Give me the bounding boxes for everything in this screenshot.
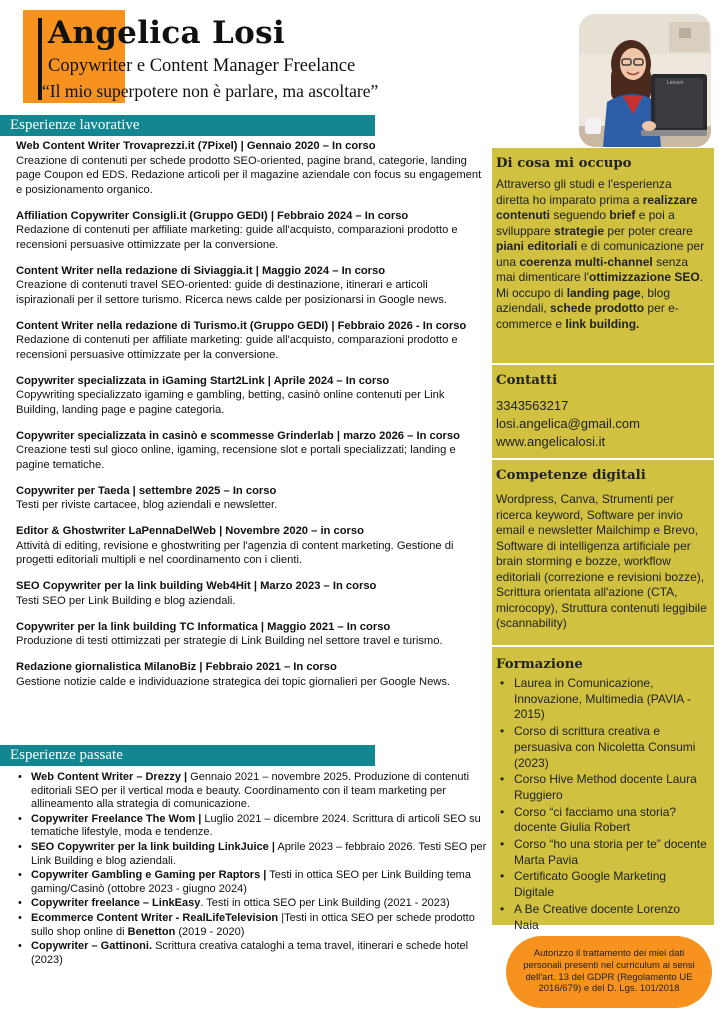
education-item: • A Be Creative docente Lorenzo Naia xyxy=(500,902,708,933)
experience-description: Redazione di contenuti per affiliate marketing: guide all'acquisto, comparazioni prodotto e recensioni persuasive ottimizzate per la conversione. xyxy=(16,334,458,361)
experience-entry xyxy=(16,620,486,649)
about-text-part: . Mi occupo di xyxy=(496,270,704,300)
experience-description: Testi SEO per Link Building e blog aziendali. xyxy=(16,594,236,607)
past-experience-description: Scrittura creativa cataloghi a tema travel, itinerari e schede hotel (2023) xyxy=(31,940,469,966)
past-experience-title: Copywriter Freelance The Wom | xyxy=(31,812,202,825)
candidate-motto: “Il mio superpotere non è parlare, ma ascoltare” xyxy=(42,81,379,101)
about-text-part: per poter creare xyxy=(604,223,693,238)
experience-entry xyxy=(16,319,486,363)
past-experience-title: Copywriter Gambling e Gaming per Raptors | xyxy=(31,869,267,882)
about-text-part: seguendo xyxy=(550,208,610,222)
past-experience-description: |Testi in ottica SEO per schede prodotto sullo shop online di xyxy=(31,911,475,938)
past-experience-description: Luglio 2021 – dicembre 2024. Scrittura di articoli SEO su tematiche lifestyle, moda e tendenze. xyxy=(31,812,481,839)
past-experience-item xyxy=(18,813,488,840)
candidate-name: Angelica Losi xyxy=(48,15,285,51)
experience-title: Copywriter specializzata in casinò e scommesse Grinderlab | marzo 2026 – In corso xyxy=(16,429,460,442)
education-item: • Corso “ho una storia per te” docente Marta Pavia xyxy=(500,837,708,868)
past-experience-list xyxy=(18,771,488,968)
experience-entry xyxy=(16,579,486,608)
experience-description: Creazione di contenuti travel SEO-oriented: guide di destinazione, itinerari e articoli ispirazionali per il settore turismo. Ricerca news calde per posizionarsi in Google news. xyxy=(16,279,447,306)
education-title: Formazione xyxy=(496,657,583,672)
experience-title: Copywriter specializzata in iGaming Start2Link | Aprile 2024 – In corso xyxy=(16,374,390,387)
gdpr-consent-note: Autorizzo il trattamento dei miei dati personali presenti nel curriculum ai sensi dell'art. 13 del GDPR (Regolamento UE 2016/679) e del D. Lgs. 101/2018 xyxy=(506,936,712,1008)
section-past-experience: Esperienze passate xyxy=(0,745,375,766)
about-panel xyxy=(492,148,714,363)
past-experience-item xyxy=(18,897,488,911)
education-item: • Laurea in Comunicazione, Innovazione, Multimedia (PAVIA - 2015) xyxy=(500,676,708,723)
education-panel xyxy=(492,647,714,932)
past-experience-description: Gennaio 2021 – novembre 2025. Produzione di contenuti editoriali SEO per il vertical moda e beauty. Coordinamento con il team marketing per allineamento alla strategia di comunicazione. xyxy=(31,771,470,811)
experience-title: Affiliation Copywriter Consigli.it (Gruppo GEDI) | Febbraio 2024 – In corso xyxy=(16,209,409,222)
experience-title: Content Writer nella redazione di Siviaggia.it | Maggio 2024 – In corso xyxy=(16,264,386,277)
skills-panel xyxy=(492,460,714,645)
about-text-highlight: strategie xyxy=(554,223,605,238)
experience-description: Attività di editing, revisione e ghostwriting per l'agenzia di content marketing. Gestione di progetti editoriali multipli e nel coordinamento con i clienti. xyxy=(16,539,454,566)
experience-title: Content Writer nella redazione di Turismo.it (Gruppo GEDI) | Febbraio 2026 - In corso xyxy=(16,319,467,332)
education-item: • Corso di scrittura creativa e persuasiva con Nicoletta Consumi (2023) xyxy=(500,724,708,771)
contacts-title: Contatti xyxy=(496,373,558,388)
contact-website[interactable]: www.angelicalosi.it xyxy=(496,434,606,449)
past-experience-description: Aprile 2023 – febbraio 2026. Testi SEO per Link Building e blog aziendali. xyxy=(31,840,487,867)
about-text-part: , blog aziendali, xyxy=(496,285,671,315)
experience-title: Redazione giornalistica MilanoBiz | Febbraio 2021 – In corso xyxy=(16,661,337,673)
profile-photo xyxy=(579,14,711,147)
education-item: • Corso Hive Method docente Laura Ruggiero xyxy=(500,772,708,803)
about-text-part: Attraverso gli studi e l'esperienza diretta ho imparato prima a xyxy=(496,177,672,207)
section-work-experience: Esperienze lavorative xyxy=(0,115,375,136)
past-experience-title: Copywriter freelance – LinkEasy xyxy=(31,897,201,910)
skills-title: Competenze digitali xyxy=(496,468,646,483)
experience-entry xyxy=(16,429,486,473)
about-text-highlight: schede prodotto xyxy=(550,301,645,315)
past-experience-title: Ecommerce Content Writer - RealLifeTelevision xyxy=(31,911,279,924)
about-text-highlight: realizzare contenuti xyxy=(496,192,698,222)
experience-description: Testi per riviste cartacee, blog aziendali e newsletter. xyxy=(16,499,278,511)
experience-description: Produzione di testi ottimizzati per strategie di Link Building nel settore travel e turismo. xyxy=(16,635,443,647)
about-text-highlight: coerenza multi-channel xyxy=(519,254,653,269)
about-text-highlight: brief xyxy=(609,208,636,222)
about-text-part: e di comunicazione per una xyxy=(496,239,705,269)
experience-description: Gestione notizie calde e individuazione strategica dei topic giornalieri per Google News. xyxy=(16,675,451,688)
past-experience-item xyxy=(18,912,488,939)
about-text-part: senza mai dimenticare l' xyxy=(496,254,689,284)
experience-description: Creazione di contenuti per schede prodotto SEO-oriented, pagine brand, categorie, landing page Coupon ed EDS. Redazione articoli per il magazine aziendale con focus su engagement e posizionamento organico. xyxy=(16,154,482,196)
about-title: Di cosa mi occupo xyxy=(496,156,632,171)
experience-title: Web Content Writer Trovaprezzi.it (7Pixel) | Gennaio 2020 – In corso xyxy=(16,140,376,152)
about-text xyxy=(492,171,714,332)
past-experience-item xyxy=(18,869,488,896)
about-text-part: per e-commerce e xyxy=(496,301,679,331)
experience-entry xyxy=(16,374,486,418)
past-experience-item xyxy=(18,940,488,967)
past-experience-description: . Testi in ottica SEO per Link Building (2021 - 2023) xyxy=(200,897,450,910)
past-experience-brand: Benetton xyxy=(127,925,176,938)
experience-entry xyxy=(16,264,486,308)
experience-description: Redazione di contenuti per affiliate marketing: guide all'acquisto, comparazioni prodotto e recensioni persuasive ottimizzate per la conversione. xyxy=(16,224,458,251)
experience-entry xyxy=(16,139,486,197)
education-item: • Certificato Google Marketing Digitale xyxy=(500,869,708,900)
experience-title: Copywriter per Taeda | settembre 2025 – In corso xyxy=(16,484,277,497)
past-experience-dates: (2019 - 2020) xyxy=(175,925,245,938)
experience-entry xyxy=(16,484,486,513)
about-text-highlight: ottimizzazione SEO xyxy=(589,270,700,284)
contact-email[interactable]: losi.angelica@gmail.com xyxy=(496,416,640,431)
about-text-part: e poi a sviluppare xyxy=(496,208,675,238)
skills-text: Wordpress, Canva, Strumenti per ricerca keyword, Software per invio email e newsletter Mailchimp e Brevo, Software di intelligenza artificiale per brain storming e bozze, workflow editoriali (correzione e revisioni bozze), Scrittura orientata all'azione (CTA, microcopy), Struttura contenuti leggibile (scannability) xyxy=(496,492,707,630)
past-experience-item xyxy=(18,771,488,812)
past-experience-title: SEO Copywriter per la link building LinkJuice | xyxy=(31,840,275,853)
about-text-highlight: piani editoriali xyxy=(496,239,578,253)
experience-entry xyxy=(16,209,486,253)
work-experience-list xyxy=(16,139,486,701)
education-list xyxy=(492,672,714,933)
contacts-panel xyxy=(492,365,714,458)
past-experience-title: Web Content Writer – Drezzy | xyxy=(31,771,188,783)
experience-title: SEO Copywriter per la link building Web4Hit | Marzo 2023 – In corso xyxy=(16,580,377,592)
about-text-highlight: link building. xyxy=(565,316,640,331)
experience-title: Editor & Ghostwriter LaPennaDelWeb | Novembre 2020 – in corso xyxy=(16,525,364,537)
past-experience-title: Copywriter – Gattinoni. xyxy=(31,940,153,953)
experience-title: Copywriter per la link building TC Informatica | Maggio 2021 – In corso xyxy=(16,620,391,633)
experience-description: Creazione testi sul gioco online, igaming, recensione slot e portali specializzati; landing e pagine tematiche. xyxy=(16,444,456,471)
education-item: • Corso “ci facciamo una storia? docente Giulia Robert xyxy=(500,805,708,836)
experience-entry xyxy=(16,660,486,689)
past-experience-item xyxy=(18,841,488,868)
candidate-role: Copywriter e Content Manager Freelance xyxy=(48,56,356,76)
experience-entry xyxy=(16,524,486,568)
experience-description: Copywriting specializzato igaming e gambling, betting, casinò online contenuti per Link Building, landing page e pagine categoria. xyxy=(16,389,445,416)
profile-photo-illustration xyxy=(579,14,711,147)
laptop-brand: Lenovo xyxy=(667,80,684,86)
contact-phone[interactable]: 3343563217 xyxy=(496,398,569,413)
past-experience-description: Testi in ottica SEO per Link Building tema gaming/Casinò (ottobre 2023 - giugno 2024) xyxy=(31,869,471,895)
about-text-highlight: landing page xyxy=(566,285,641,300)
